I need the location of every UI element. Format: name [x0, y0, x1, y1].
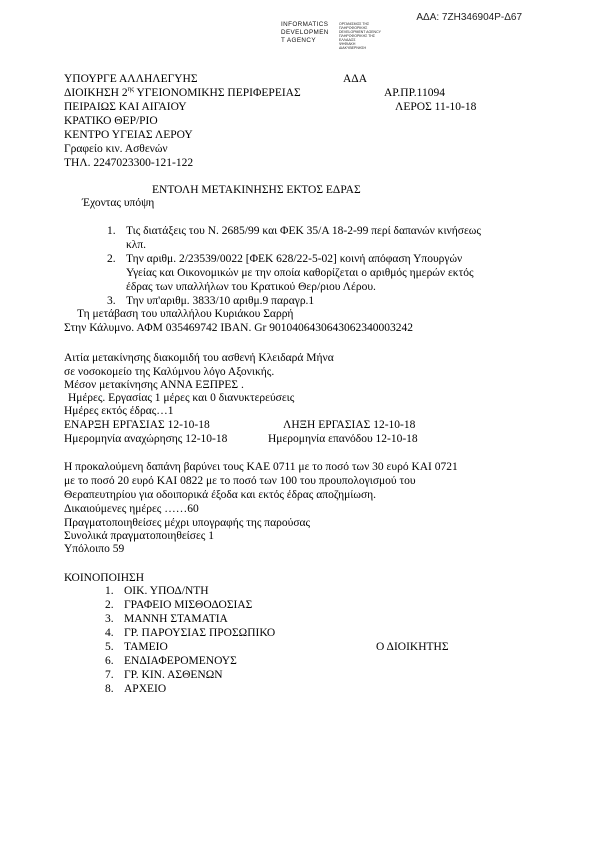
item-number: 7. [105, 669, 114, 681]
administration-text: ΔΙΟΙΚΗΣΗ 2 [64, 87, 128, 99]
transfer-details: Στην Κάλυμνο. ΑΦΜ 035469742 ΙΒΑΝ. Gr 9010406430643062340003242 [64, 322, 413, 334]
document-title: ΕΝΤΟΛΗ ΜΕΤΑΚΙΝΗΣΗΣ ΕΚΤΟΣ ΕΔΡΑΣ [152, 184, 361, 196]
having-regard-label: Έχοντας υπόψη [82, 197, 155, 209]
item-text: ΤΑΜΕΙΟ [124, 641, 168, 653]
notification-title: ΚΟΙΝΟΠΟΙΗΣΗ [64, 572, 145, 584]
list-item [105, 654, 275, 668]
expense-line: Η προκαλούμενη δαπάνη βαρύνει τους ΚΑΕ 0711 με το ποσό των 30 ευρό ΚΑΙ 0721 [64, 461, 458, 473]
phone-line: ΤΗΛ. 2247023300-121-122 [64, 157, 194, 169]
administration-line [64, 86, 301, 100]
health-center-line: ΚΕΝΤΡΟ ΥΓΕΙΑΣ ΛΕΡΟΥ [64, 129, 193, 141]
expense-line: με το ποσό 20 ευρό ΚΑΙ 0822 με το ποσό των 100 του προυπολογισμού του [64, 475, 416, 487]
item-number: 2. [105, 599, 114, 611]
performed-until: Πραγματοποιηθείσες μέχρι υπογραφής της παρούσας [64, 517, 311, 529]
list-item [107, 294, 506, 308]
entitled-days: Δικαιούμενες ημέρες ……60 [64, 503, 199, 515]
logo-line: T AGENCY [281, 37, 316, 44]
item-number: 3. [107, 295, 116, 307]
list-item [105, 598, 275, 612]
work-start: ΕΝΑΡΞΗ ΕΡΓΑΣΙΑΣ 12-10-18 [64, 419, 210, 431]
item-number: 3. [105, 613, 114, 625]
item-number: 2. [107, 253, 116, 265]
item-text: ΕΝΔΙΑΦΕΡΟΜΕΝΟΥΣ [124, 655, 237, 667]
item-text: ΓΡ. ΠΑΡΟΥΣΙΑΣ ΠΡΟΣΩΠΙΚΟ [124, 627, 276, 639]
ordinal-suffix: ης [127, 85, 135, 94]
item-text-line: Την αριθμ. 2/23539/0022 [ΦΕΚ 628/22-5-02] κοινή απόφαση Υπουργών [126, 253, 463, 265]
item-number: 6. [105, 655, 114, 667]
item-text-line: Την υπ'αριθμ. 3833/10 αριθμ.9 παραγρ.1 [126, 295, 315, 307]
ada-label: ΑΔΑ [343, 73, 368, 85]
list-item [105, 640, 275, 654]
item-text: ΟΙΚ. ΥΠΟΔ/ΝΤΗ [124, 585, 209, 597]
logo-line: INFORMATICS [281, 21, 329, 28]
logo-small-line: ΕΛΛΑΔΟΣ [339, 38, 356, 42]
work-end: ΛΗΞΗ ΕΡΓΑΣΙΑΣ 12-10-18 [283, 419, 416, 431]
administration-text-rest: ΥΓΕΙΟΝΟΜΙΚΗΣ ΠΕΡΙΦΕΡΕΙΑΣ [134, 87, 301, 99]
item-text: ΜΑΝΝΗ ΣΤΑΜΑΤΙΑ [124, 613, 228, 625]
logo-small-line: ΠΛΗΡΟΦΟΡΙΚΗΣ [339, 26, 368, 30]
list-item [105, 682, 275, 696]
list-item [105, 626, 276, 640]
item-text: ΓΡ. ΚΙΝ. ΑΣΘΕΝΩΝ [124, 669, 223, 681]
list-item [105, 668, 275, 682]
logo-small-line: ΟΡΓΑΝΙΣΜΟΣ ΤΗΣ [339, 22, 370, 26]
region-line: ΠΕΙΡΑΙΩΣ ΚΑΙ ΑΙΓΑΙΟΥ [64, 101, 187, 113]
reason-line: Αιτία μετακίνησης διακομιδή του ασθενή Κλειδαρά Μήνα [64, 352, 334, 364]
item-text-line: Υγείας και Οικονομικών με την οποία καθορίζεται ο αριθμός ημερών εκτός [126, 267, 474, 279]
logo-line: DEVELOPMEN [281, 29, 329, 36]
ada-stamp: ΑΔΑ: 7ΖΗ346904Ρ-Δ67 [416, 12, 522, 23]
logo-small-line: ΠΛΗΡΟΦΟΡΙΚΗΣ ΤΗΣ [339, 34, 376, 38]
item-number: 8. [105, 683, 114, 695]
hospital-line: ΚΡΑΤΙΚΟ ΘΕΡ/ΡΙΟ [64, 115, 158, 127]
logo-small-line: ΨΗΦΙΑΚΗ [339, 42, 356, 46]
item-text: ΓΡΑΦΕΙΟ ΜΙΣΘΟΔΟΣΙΑΣ [124, 599, 253, 611]
considerations-list [107, 224, 506, 308]
transport-line: Μέσον μετακίνησης ΑΝΝΑ ΕΞΠΡΕΣ . [64, 379, 244, 391]
return-date: Ημερομηνία επανόδου 12-10-18 [268, 433, 418, 445]
logo-text [281, 21, 329, 45]
office-line: Γραφείο κιν. Ασθενών [64, 143, 168, 155]
place-date: ΛΕΡΟΣ 11-10-18 [395, 101, 477, 113]
notification-list [105, 584, 276, 696]
list-item [107, 224, 506, 252]
list-item [105, 612, 275, 626]
transfer-line: Τη μετάβαση του υπαλλήλου Κυριάκου Σαρρή [77, 308, 294, 320]
expense-line: Θεραπευτηρίου για οδοιπορικά έξοδα και εκτός έδρας αποζημίωση. [64, 489, 377, 501]
item-text: ΑΡΧΕΙΟ [124, 683, 167, 695]
item-number: 1. [105, 585, 114, 597]
reason-line: σε νοσοκομείο της Καλύμνου λόγο Αξονικής. [64, 366, 275, 378]
item-number: 4. [105, 627, 114, 639]
list-item [105, 584, 275, 598]
logo-small-line: DEVELOPMENT AGENCY [339, 30, 381, 34]
item-number: 1. [107, 225, 116, 237]
list-item [107, 252, 506, 294]
departure-date: Ημερομηνία αναχώρησης 12-10-18 [64, 433, 228, 445]
ministry-line: ΥΠΟΥΡΓΕ ΑΛΛΗΛΕΓΥΗΣ [64, 73, 198, 85]
days-out-line: Ημέρες εκτός έδρας…1 [64, 405, 174, 417]
signature-title: Ο ΔΙΟΙΚΗΤΗΣ [376, 641, 449, 653]
work-days-line: Ημέρες. Εργασίας 1 μέρες και 0 διανυκτερεύσεις [68, 392, 295, 404]
item-text-line: κλπ. [126, 239, 147, 251]
protocol-number: ΑΡ.ΠΡ.11094 [384, 87, 445, 99]
item-text-line: έδρας των υπαλλήλων του Κρατικού Θερ/ριου Λέρου. [126, 281, 376, 293]
logo-small-line: ΔΙΑΚΥΒΕΡΝΗΣΗ [339, 46, 367, 50]
total-performed: Συνολικά πραγματοποιηθείσες 1 [64, 530, 214, 542]
item-text-line: Τις διατάξεις του Ν. 2685/99 και ΦΕΚ 35/Α 18-2-99 περί δαπανών κινήσεως [126, 225, 481, 237]
remaining-days: Υπόλοιπο 59 [64, 543, 125, 555]
logo-small-text [339, 22, 381, 50]
item-number: 5. [105, 641, 114, 653]
